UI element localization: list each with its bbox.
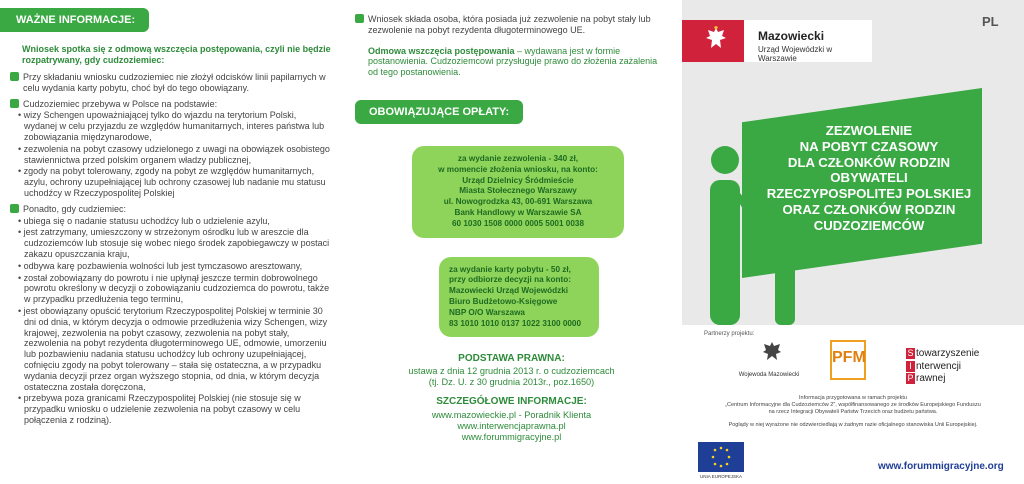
list-item: • przebywa poza granicami Rzeczypospolitej Polskiej (nie stosuje się w przypadku wniosku o udzielenie zezwolenia na pobyt czasowy w celu połączenia z rodziną).: [18, 393, 301, 425]
link-interwencja[interactable]: www.interwencjaprawna.pl: [457, 421, 566, 432]
note-refusal: [355, 46, 668, 78]
link-mazowieckie[interactable]: www.mazowieckie.pl - Poradnik Klienta: [431, 410, 592, 421]
list-item: • zgody na pobyt tolerowany, zgody na pobyt ze względów humanitarnych, azylu, ochrony uzupełniającej lub ochrony czasowej lub nadanie mu statusu uchodźcy w Rzeczypospolitej Polskiej: [18, 166, 326, 198]
green-square-icon: [10, 72, 19, 81]
wojewoda-label: Wojewoda Mazowiecki: [738, 372, 800, 378]
eu-flag-icon: [698, 442, 744, 472]
link-forum[interactable]: www.forummigracyjne.pl: [461, 432, 562, 443]
brochure-title: ZEZWOLENIE NA POBYT CZASOWY DLA CZŁONKÓW RODZIN OBYWATELI RZECZYPOSPOLITEJ POLSKIEJ ORAZ CZŁONKÓW RODZIN CUDZOZIEMCÓW: [766, 123, 972, 233]
refusal-term: Odmowa wszczęcia postępowania: [368, 45, 515, 56]
panel-fees: [341, 0, 682, 484]
refusal-explanation: – wydawana jest w formie postanowienia. Cudzoziemcowi przysługuje prawo do złożenia zażalenia od tego postanowienia.: [368, 45, 658, 78]
office-logo: [682, 20, 872, 62]
sip-logo: S towarzyszenie I nterwencji P rawnej: [907, 348, 980, 384]
office-subtitle: Urząd Wojewódzki w Warszawie: [758, 45, 833, 63]
list-item: • jest obowiązany opuścić terytorium Rzeczypospolitej Polskiej w terminie 30 dni od dnia, w którym decyzja o odmowie przedłużenia wizy Schengen, wizy krajowej, zezwolenia na pobyt czasowy, zezwolenia na pobyt stały, zezwolenia na pobyt rezydenta długoterminowego UE, odmowie, umorzeniu lub pozbawieniu nadania statusu uchodźcy lub ochrony uzupełniającej, cofnięciu zgody na pobyt tolerowany – stała się ostateczna, a w przypadku wydania decyzji przez organ wyższego stopnia, od dnia, w którym decyzja ostateczna została doręczona,: [18, 305, 328, 392]
fee-card-box: za wydanie karty pobytu - 50 zł, przy odbiorze decyzji na konto: Mazowiecki Urząd Wojewódzki Biuro Budżetowo-Księgowe NBP O/O Warszawa 83 1010 1010 0137 1022 3100 0000: [439, 257, 599, 338]
website-link[interactable]: www.forummigracyjne.org: [878, 461, 1004, 472]
wojewoda-eagle-icon: [762, 340, 782, 364]
intro-text: Wniosek spotka się z odmową wszczęcia postępowania, czyli nie będzie rozpatrywany, gdy cudzoziemiec:: [22, 44, 331, 65]
eu-label: UNIA EUROPEJSKA: [699, 474, 742, 479]
important-info-header: WAŻNE INFORMACJE:: [0, 8, 149, 32]
family-figures-icon: [690, 130, 830, 325]
project-info: Informacja przygotowana w ramach projektu „Centrum Informacyjne dla Cudzoziemców 2", współfinansowanego ze środków Europejskiego Funduszu na rzecz Integracji Obywateli Państw Trzecich oraz budżetu państwa. Poglądy w niej wyrażone nie odzwierciedlają w żadnym razie oficjalnego stanowiska Unii Europejskiej.: [725, 395, 981, 428]
info-item-2: Cudzoziemiec przebywa w Polsce na podstawie:: [10, 99, 331, 110]
pfm-logo: PFM: [830, 340, 866, 380]
panel-important-info: [0, 0, 341, 484]
list-item: • wizy Schengen upoważniającej tylko do wjazdu na terytorium Polski, wydanej w celu przyjazdu ze względów humanitarnych, interes państwa lub zobowiązania międzynarodowe,: [18, 110, 325, 142]
info-item-1: Przy składaniu wniosku cudzoziemiec nie złożył odcisków linii papilarnych w celu wydania karty pobytu, choć był do tego obowiązany.: [10, 72, 331, 94]
list-item: • jest zatrzymany, umieszczony w strzeżonym ośrodku lub w areszcie dla cudzoziemców lub stosuje się wobec niego środek zapobiegawczy w postaci zakazu opuszczania kraju,: [18, 227, 330, 259]
list-item: • został zobowiązany do powrotu i nie upłynął jeszcze termin dobrowolnego powrotu określony w decyzji o zobowiązaniu cudzoziemca do powrotu, także w przypadku przedłużenia tego terminu,: [18, 272, 330, 305]
legal-basis-header: PODSTAWA PRAWNA:: [458, 353, 565, 365]
details-header: SZCZEGÓŁOWE INFORMACJE:: [436, 396, 587, 408]
info-item-3: Ponadto, gdy cudziemiec:: [10, 204, 331, 215]
office-name: Mazowiecki: [758, 29, 825, 43]
list-item: • odbywa karę pozbawienia wolności lub jest tymczasowo aresztowany,: [18, 260, 303, 271]
note-permanent-residence: Wniosek składa osoba, która posiada już zezwolenie na pobyt stały lub zezwolenie na pobyt rezydenta długoterminowego UE.: [355, 14, 668, 36]
partners-label: Partnerzy projektu:: [704, 331, 755, 337]
fees-header: OBOWIĄZUJĄCE OPŁATY:: [355, 100, 523, 124]
panel-cover: [682, 0, 1024, 484]
green-square-icon: [10, 99, 19, 108]
legal-basis: PODSTAWA PRAWNA: ustawa z dnia 12 grudnia 2013 r. o cudzoziemcach (tj. Dz. U. z 30 grudnia 2013r., poz.1650) SZCZEGÓŁOWE INFORMACJE: www.mazowieckie.pl - Poradnik Klienta www.interwencjaprawna.pl www.forummigracyjne.pl: [355, 353, 668, 443]
eagle-emblem-icon: [704, 26, 728, 56]
language-label: PL: [982, 14, 999, 29]
info-item-2-bullets: [10, 110, 331, 198]
list-item: • ubiega się o nadanie statusu uchodźcy lub o udzielenie azylu,: [18, 215, 270, 226]
list-item: • zezwolenia na pobyt czasowy udzielonego z uwagi na obowiązek osobistego stawiennictwa przed polskim organem władzy publicznej,: [18, 143, 330, 165]
info-item-3-bullets: [10, 216, 331, 426]
green-square-icon: [355, 14, 364, 23]
green-square-icon: [10, 204, 19, 213]
fee-permit-box: za wydanie zezwolenia - 340 zł, w momencie złożenia wniosku, na konto: Urząd Dzielnicy Śródmieście Miasta Stołecznego Warszawy ul. Nowogrodzka 43, 00-691 Warszawa Bank Handlowy w Warszawie SA 60 1030 1508 0000 0005 5001 0038: [412, 146, 624, 238]
